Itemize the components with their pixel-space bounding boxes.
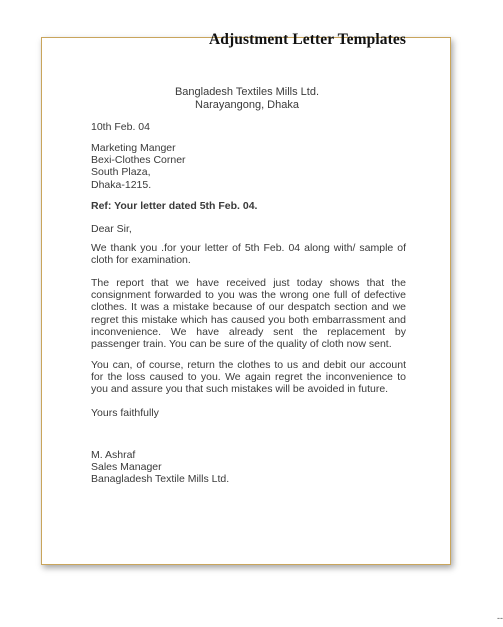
letter-date: 10th Feb. 04 [91,121,150,133]
recipient-address [91,142,406,191]
salutation: Dear Sir, [91,223,132,235]
corner-mark: -- [497,613,503,623]
letterhead [42,86,452,112]
signature-line: Sales Manager [91,461,162,474]
signature-line: M. Ashraf [91,449,136,461]
body-paragraph: We thank you .for your letter of 5th Feb. 04 along with/ sample of cloth for examination. [91,242,406,267]
letter-page [41,37,451,565]
signature-block [91,449,406,486]
company-name: Bangladesh Textiles Mills Ltd. [174,86,320,98]
recipient-line: Bexi-Clothes Corner [91,154,186,167]
reference-line: Ref: Your letter dated 5th Feb. 04. [91,200,258,212]
body-paragraph: The report that we have received just today shows that the consignment forwarded to you was the wrong one full of defective clothes. It was a mistake because of our despatch section and we regret this mistake which has caused you both embarrassment and inconvenience. We have already sent the replacement by passenger train. You can be sure of the quality of cloth now sent. [91,277,406,351]
recipient-line: South Plaza, [91,166,151,179]
recipient-line: Marketing Manger [91,142,176,154]
closing: Yours faithfully [91,407,159,419]
page-title: Adjustment Letter Templates [209,31,407,48]
recipient-line: Dhaka-1215. [91,178,152,191]
company-location: Narayangong, Dhaka [195,99,299,111]
signature-line: Banagladesh Textile Mills Ltd. [91,473,230,486]
body-paragraph: You can, of course, return the clothes to us and debit our account for the loss caused to you. We again regret the inconvenience to you and assure you that such mistakes will be avoided in future. [91,359,406,396]
